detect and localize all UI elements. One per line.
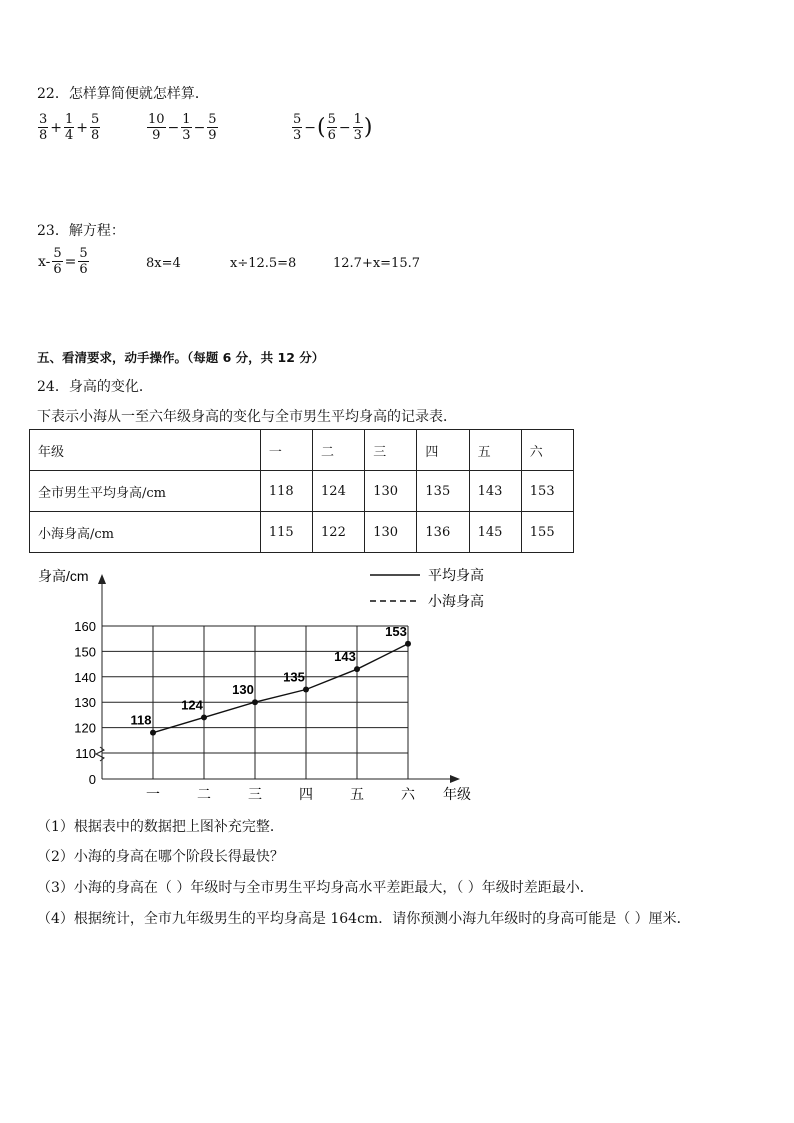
table-cell: 四	[417, 430, 469, 471]
legend-label: 小海身高	[428, 593, 484, 609]
section-5-heading: 五、看清要求，动手操作。（每题 6 分，共 12 分）	[37, 350, 325, 365]
table-cell: 130	[365, 471, 417, 512]
table-cell: 年级	[30, 430, 261, 471]
data-label: 153	[385, 623, 407, 639]
height-record-table	[29, 429, 574, 553]
data-point	[201, 714, 207, 720]
table-cell: 153	[521, 471, 573, 512]
axis-break-mark	[96, 747, 104, 761]
q24-subquestion-1: （1）根据表中的数据把上图补充完整．	[37, 819, 284, 835]
equals-sign: =	[64, 253, 77, 270]
table-cell: 115	[260, 512, 312, 553]
chart-series	[131, 624, 411, 736]
q23-equation-4: 12.7+x=15.7	[333, 256, 421, 271]
x-tick-label: 四	[299, 786, 313, 802]
operator: −	[167, 119, 180, 136]
table-cell: 155	[521, 512, 573, 553]
fraction: $\frac{5}{3}$	[293, 112, 302, 143]
table-row	[30, 471, 574, 512]
chart-ticks	[74, 619, 416, 802]
table-cell: 118	[260, 471, 312, 512]
q23-title: 23．解方程：	[37, 223, 125, 239]
x-tick-label: 五	[350, 786, 364, 802]
data-point	[354, 666, 360, 672]
q23-equation-2: 8x=4	[146, 256, 181, 271]
q24-subquestion-3: （3）小海的身高在（ ）年级时与全市男生平均身高水平差距最大，（ ）年级时差距最小．	[37, 880, 594, 896]
height-line-chart	[30, 558, 550, 808]
table-cell: 全市男生平均身高/cm	[30, 471, 261, 512]
y-tick-label: 140	[74, 669, 96, 685]
table-cell: 122	[313, 512, 365, 553]
q22-title: 22．怎样算简便就怎样算．	[37, 86, 209, 102]
x-tick-label: 六	[401, 786, 415, 802]
series-line	[153, 644, 408, 733]
table-cell: 一	[260, 430, 312, 471]
x-axis-arrow	[450, 775, 460, 783]
data-point	[303, 687, 309, 693]
table-cell: 五	[469, 430, 521, 471]
table-header-row	[30, 430, 574, 471]
operator: −	[304, 119, 317, 136]
table-cell: 二	[313, 430, 365, 471]
q23-equation-1	[37, 246, 90, 277]
fraction: $\frac{3}{8}$	[39, 112, 48, 143]
data-point	[252, 699, 258, 705]
fraction: $\frac{5}{9}$	[208, 112, 217, 143]
operator: −	[338, 119, 351, 136]
q24-title: 24．身高的变化．	[37, 379, 153, 395]
data-point	[150, 730, 156, 736]
fraction: $\frac{5}{8}$	[91, 112, 100, 143]
fraction: $\frac{1}{3}$	[182, 112, 191, 143]
fraction: $\frac{5}{6}$	[327, 112, 336, 143]
table-cell: 143	[469, 471, 521, 512]
x-tick-label: 二	[197, 786, 211, 802]
q24-subquestion-4: （4）根据统计，全市九年级男生的平均身高是 164cm．请你预测小海九年级时的身高可能是（ ）厘米．	[37, 911, 691, 927]
fraction: $\frac{5}{6}$	[53, 246, 62, 277]
y-tick-label: 0	[88, 772, 96, 787]
data-point	[405, 641, 411, 647]
table-cell: 124	[313, 471, 365, 512]
q24-subquestion-2: （2）小海的身高在哪个阶段长得最快？	[37, 849, 284, 865]
q22-expression-2	[146, 112, 219, 143]
y-tick-label: 150	[74, 644, 96, 660]
y-tick-label: 160	[74, 619, 96, 634]
data-label: 130	[232, 682, 254, 698]
table-row	[30, 512, 574, 553]
y-axis-arrow	[98, 574, 106, 584]
q24-intro: 下表示小海从一至六年级身高的变化与全市男生平均身高的记录表．	[37, 409, 457, 425]
table-cell: 三	[365, 430, 417, 471]
table-cell: 136	[417, 512, 469, 553]
x-tick-label: 一	[146, 786, 160, 802]
q22-expression-3	[291, 112, 373, 143]
y-tick-label: 130	[74, 695, 96, 711]
legend-label: 平均身高	[428, 567, 484, 583]
fraction: $\frac{1}{4}$	[65, 112, 74, 143]
table-cell: 六	[521, 430, 573, 471]
table-cell: 135	[417, 471, 469, 512]
operator: +	[76, 119, 89, 136]
y-axis-label: 身高/cm	[38, 568, 89, 584]
y-tick-label: 110	[75, 746, 96, 761]
q23-equation-3: x÷12.5=8	[230, 256, 297, 271]
data-label: 118	[130, 712, 152, 728]
data-label: 124	[181, 697, 203, 713]
left-paren: (	[317, 114, 326, 140]
chart-axes	[96, 574, 460, 783]
fraction: $\frac{10}{9}$	[148, 112, 165, 143]
table-cell: 145	[469, 512, 521, 553]
equation-prefix: x-	[38, 253, 51, 270]
fraction: $\frac{5}{6}$	[79, 246, 88, 277]
chart-legend	[370, 567, 484, 609]
operator: +	[50, 119, 63, 136]
table-cell: 130	[365, 512, 417, 553]
x-axis-label: 年级	[443, 786, 471, 802]
operator: −	[193, 119, 206, 136]
data-label: 143	[334, 649, 356, 665]
y-tick-label: 120	[74, 720, 96, 736]
x-tick-label: 三	[248, 786, 262, 802]
right-paren: )	[363, 114, 373, 140]
table-cell: 小海身高/cm	[30, 512, 261, 553]
data-label: 135	[283, 669, 305, 685]
q22-expression-1	[37, 112, 101, 143]
fraction: $\frac{1}{3}$	[353, 112, 362, 143]
